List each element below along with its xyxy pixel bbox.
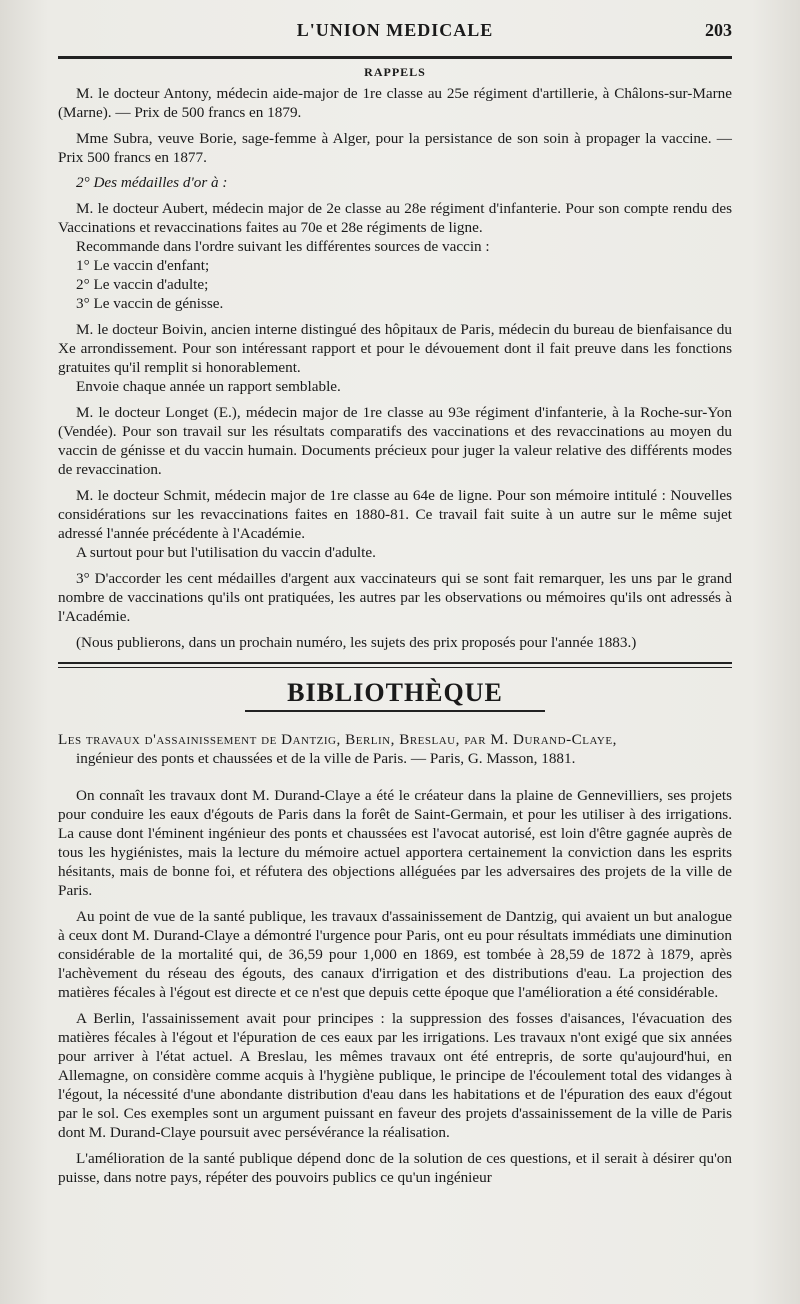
silver-medals: 3° D'accorder les cent médailles d'argent aux vaccinateurs qui se sont fait remarquer, les uns par le grand nombre de vaccinations qu'ils ont pratiquées, les autres par les observations ou mémoires qu'ils ont adressés à l'Académie.	[58, 570, 732, 625]
award-aubert: M. le docteur Aubert, médecin major de 2e classe au 28e régiment d'infanterie. Pour son compte rendu des Vaccinations et revaccinations faites au 70e et 28e régiments de ligne.	[58, 200, 732, 236]
running-title: L'UNION MEDICALE	[296, 20, 494, 40]
surtout-line: A surtout pour but l'utilisation du vaccin d'adulte.	[76, 544, 376, 561]
book-title: Les travaux d'assainissement de Dantzig, Berlin, Breslau, par M. Durand-Claye,	[58, 731, 617, 748]
book-reference	[58, 730, 732, 768]
vaccine-source-3: 3° Le vaccin de génisse.	[76, 295, 224, 312]
page-number: 203	[705, 20, 732, 40]
section-separator	[58, 662, 732, 668]
bibliotheque-rule	[245, 710, 545, 712]
rappel-antony: M. le docteur Antony, médecin aide-major de 1re classe au 25e régiment d'artillerie, à Châlons-sur-Marne (Marne). — Prix de 500 francs en 1879.	[58, 85, 732, 121]
award-boivin: M. le docteur Boivin, ancien interne distingué des hôpitaux de Paris, médecin du bureau de bienfaisance du Xe arrondissement. Pour son intéressant rapport et pour le dévouement dont il fait preuve dans les fonctions gratuites qu'il remplit si honorablement.	[58, 321, 732, 376]
recommande-line: Recommande dans l'ordre suivant les différentes sources de vaccin :	[76, 238, 490, 255]
review-paragraph-1: On connaît les travaux dont M. Durand-Claye a été le créateur dans la plaine de Gennevilliers, ses projets pour conduire les eaux d'égouts de Paris dans la forêt de Saint-Germain, et pour les utiliser à des irrigations. La cause dont l'éminent ingénieur des ponts et chaussées est l'avocat autorisé, est loin d'être gagnée auprès de tous les hygiénistes, mais la lecture du mémoire actuel apportera certainement la conviction dans les esprits hésitants, mais de bonne foi, et réfutera des objections alléguées par les adversaires des projets de la ville de Paris.	[58, 787, 732, 899]
envoie-line: Envoie chaque année un rapport semblable.	[76, 378, 341, 395]
vaccine-source-2: 2° Le vaccin d'adulte;	[76, 276, 209, 293]
review-paragraph-3: A Berlin, l'assainissement avait pour principes : la suppression des fosses d'aisances, l'évacuation des matières fécales à l'égout et l'épuration de ces eaux par les irrigations. Les travaux n'ont exigé que six années pour arriver à l'état actuel. A Breslau, les mêmes travaux ont été entrepris, de sorte qu'aujourd'hui, en Allemagne, on considère comme acquis à l'hygiène publique, le principe de l'écoulement total des vidanges à l'égout, la nécessité d'une abondante distribution d'eau dans les habitations et de l'épuration des eaux d'égout par le sol. Ces exemples sont un argument puissant en faveur des projets d'assainissement de la ville de Paris dont M. Durand-Claye poursuit avec persévérance la réalisation.	[58, 1010, 732, 1141]
bibliotheque-heading: BIBLIOTHÈQUE	[287, 678, 503, 707]
vaccine-source-1: 1° Le vaccin d'enfant;	[76, 257, 210, 274]
medals-subheading: 2° Des médailles d'or à :	[76, 174, 228, 191]
rappels-heading: RAPPELS	[364, 65, 426, 79]
rappel-subra: Mme Subra, veuve Borie, sage-femme à Alger, pour la persistance de son soin à propager la vaccine. — Prix 500 francs en 1877.	[58, 130, 732, 166]
award-schmit: M. le docteur Schmit, médecin major de 1re classe au 64e de ligne. Pour son mémoire intitulé : Nouvelles considérations sur les revaccinations faites en 1880-81. Ce travail fait suite à un autre sur le même sujet adressé l'année précédente à l'Académie.	[58, 487, 732, 542]
next-issue-note: (Nous publierons, dans un prochain numéro, les sujets des prix proposés pour l'année 1883.)	[76, 634, 637, 651]
review-paragraph-2: Au point de vue de la santé publique, les travaux d'assainissement de Dantzig, qui avaient un but analogue à ceux dont M. Durand-Claye a démontré l'urgence pour Paris, ont eu pour résultats immédiats une diminution considérable de la mortalité qui, de 36,59 pour 1,000 en 1869, est tombée à 28,59 de 1872 à 1879, après l'achèvement du réseau des égouts, des canaux d'irrigation et des distributions d'eau. La projection des matières fécales à l'égout est directe et ce n'est que depuis cette époque que l'amélioration a été considérable.	[58, 908, 732, 1001]
header-rule	[58, 56, 732, 59]
page-header	[58, 14, 732, 48]
award-longet: M. le docteur Longet (E.), médecin major de 1re classe au 93e régiment d'infanterie, à la Roche-sur-Yon (Vendée). Pour son travail sur les résultats comparatifs des vaccinations et des revaccinations au moyen du vaccin de génisse et du vaccin humain. Documents précieux pour juger la valeur relative des différents modes de revaccination.	[58, 404, 732, 478]
review-paragraph-4: L'amélioration de la santé publique dépend donc de la solution de ces questions, et il serait à désirer qu'on puisse, dans notre pays, répéter des pouvoirs publics ce qu'un ingénieur	[58, 1150, 732, 1186]
book-subtitle: ingénieur des ponts et chaussées et de la ville de Paris. — Paris, G. Masson, 1881.	[76, 750, 576, 767]
